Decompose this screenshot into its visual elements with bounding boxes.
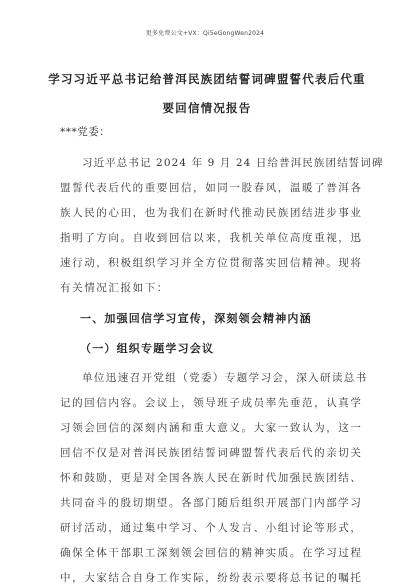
paragraph-line: 单位迅速召开党组（党委）专题学习会，深入研读总书 [82,372,368,384]
paragraph-line: 有关情况汇报如下： [60,282,169,294]
paragraph-line: 共同奋斗的殷切期望。各部门随后组织开展部门内部学习 [60,497,363,509]
paragraph-line: 回信不仅是对普洱民族团结誓词碑盟誓代表后代的亲切关 [60,447,363,459]
subsection-heading: （一）组织专题学习会议 [80,342,215,355]
section-heading: 一、加强回信学习宣传，深刻领会精神内涵 [80,312,312,325]
paragraph-line: 研讨活动，通过集中学习、个人发言、小组讨论等形式， [60,522,363,534]
paragraph-line: 习领会回信的深刻内涵和重大意义。大家一致认为，这一 [60,422,363,434]
page-header: 更多免费公文+VX：Qi5eGongWen2024 [145,30,265,37]
paragraph-line: 中，大家结合自身工作实际，纷纷表示要将总书记的嘱托 [60,572,363,584]
paragraph-line: 记的回信内容。会议上，领导班子成员率先垂范，认真学 [60,397,363,409]
paragraph-line: 盟誓代表后代的重要回信，如同一股春风，温暖了普洱各 [60,182,363,194]
document-title-line-2: 要回信情况报告 [162,101,252,115]
paragraph-line: 怀和鼓励，更是对全国各族人民在新时代加强民族团结、 [60,472,363,484]
document-title-line-1: 学习习近平总书记给普洱民族团结誓词碑盟誓代表后代重 [48,72,366,86]
paragraph-line: 族人民的心田，也为我们在新时代推动民族团结进步事业 [60,207,363,219]
paragraph-line: 习近平总书记 2024 年 9 月 24 日给普洱民族团结誓词碑 [82,157,384,169]
paragraph-line: 速行动，积极组织学习并全方位贯彻落实回信精神。现将 [60,257,363,269]
paragraph-line: 确保全体干部职工深刻领会回信的精神实质。在学习过程 [60,547,363,559]
paragraph-line: 指明了方向。自收到回信以来，我机关单位高度重视，迅 [60,232,363,244]
salutation: ***党委： [60,126,111,138]
